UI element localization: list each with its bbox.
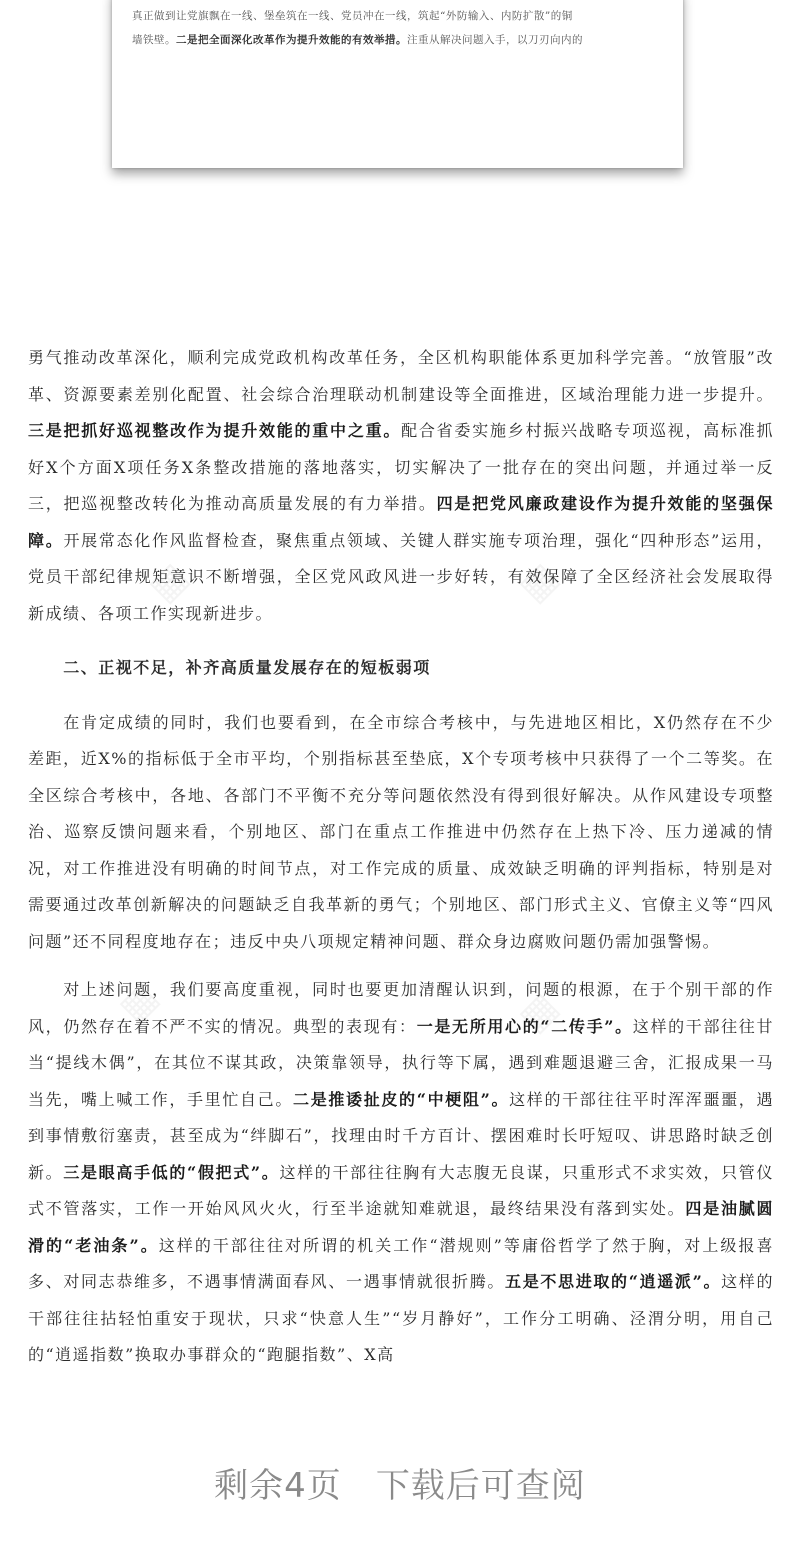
preview-text (132, 4, 663, 52)
text-run: 配合省委实施乡村振兴战略专项巡视，高标准抓好X个方面X项任务X条整改措施的落地落实，切实解决了一批存在的突出问题，并通过举一反三，把巡视整改转化为推动高质量发展的有力举措。 (28, 421, 774, 513)
bold-run: 五是不思进取的“逍遥派”。 (505, 1272, 722, 1291)
text-run: 这样的干部往往平时浑浑噩噩，遇到事情敷衍塞责，甚至成为“绊脚石”，找理由时千方百计、摆困难时长吁短叹、讲思路时缺乏创新。 (28, 1089, 774, 1182)
text-run: 这样的干部往往拈轻怕重安于现状，只求“快意人生”“岁月静好”，工作分工明确、泾渭分明，用自己的“逍遥指数”换取办事群众的“跑腿指数”、X高 (28, 1272, 774, 1364)
text-run: 这样的干部往往对所谓的机关工作“潜规则”等庸俗哲学了然于胸，对上级报喜多、对同志恭维多，不遇事情满面春风、一遇事情就很折腾。 (28, 1235, 774, 1291)
bold-run: 一是无所用心的“二传手”。 (416, 1016, 633, 1036)
bold-run: 二是推诿扯皮的“中梗阻”。 (293, 1089, 510, 1109)
page-preview-card (112, 0, 683, 168)
paragraph-shortcomings: 在肯定成绩的同时，我们也要看到，在全市综合考核中，与先进地区相比，X仍然存在不少差距，近X%的指标低于全市平均，个别指标甚至垫底，X个专项考核中只获得了一个二等奖。在全区综合考核中，各地、各部门不平衡不充分等问题依然没有得到很好解决。从作风建设专项整治、巡察反馈问题来看，个别地区、部门在重点工作推进中仍然存在上热下冷、压力递减的情况，对工作推进没有明确的时间节点，对工作完成的质量、成效缺乏明确的评判指标，特别是对需要通过改革创新解决的问题缺乏自我革新的勇气；个别地区、部门形式主义、官僚主义等“四风问题”还不同程度地存在；违反中央八项规定精神问题、群众身边腐败问题仍需加强警惕。 (28, 712, 774, 951)
bold-run: 四是油腻圆滑的“老油条”。 (28, 1199, 774, 1255)
text-run: 这样的干部往往甘当“提线木偶”，在其位不谋其政，决策靠领导，执行等下属，遇到难题退避三舍，汇报成果一马当先，嘴上喊工作，手里忙自己。 (28, 1016, 774, 1109)
bold-run: 三是眼高手低的“假把式”。 (63, 1162, 280, 1182)
document-body (28, 340, 774, 1374)
bold-run: 四是把党风廉政建设作为提升效能的坚强保障。 (28, 494, 774, 550)
section-heading: 二、正视不足，补齐高质量发展存在的短板弱项 (63, 658, 431, 677)
remaining-pages-label: 剩余4页 (214, 1466, 342, 1506)
paragraph-work-style (28, 972, 774, 1374)
paragraph-reform (28, 340, 774, 632)
text-run: 对上述问题，我们要高度重视，同时也要更加清醒认识到，问题的根源，在于个别干部的作风，仍然存在着不严不实的情况。典型的表现有： (28, 980, 774, 1036)
text-run: 这样的干部往往胸有大志腹无良谋，只重形式不求实效，只管仪式不管落实，工作一开始风风火火，行至半途就知难就退，最终结果没有落到实处。 (28, 1162, 774, 1218)
preview-line-2-start: 墙铁壁。 (132, 34, 176, 46)
bold-run: 三是把抓好巡视整改作为提升效能的重中之重。 (28, 421, 402, 440)
download-prompt[interactable] (0, 1458, 800, 1507)
text-run: 勇气推动改革深化，顺利完成党政机构改革任务，全区机构职能体系更加科学完善。“放管服”改革、资源要素差别化配置、社会综合治理联动机制建设等全面推进，区域治理能力进一步提升。 (28, 348, 774, 404)
preview-line-1: 真正做到让党旗飘在一线、堡垒筑在一线、党员冲在一线，筑起“外防输入、内防扩散”的铜 (132, 10, 573, 22)
text-run: 开展常态化作风监督检查，聚焦重点领域、关键人群实施专项治理，强化“四种形态”运用，党员干部纪律规矩意识不断增强，全区党风政风进一步好转，有效保障了全区经济社会发展取得新成绩、各项工作实现新进步。 (28, 530, 774, 623)
download-hint-label[interactable]: 下载后可查阅 (375, 1466, 586, 1506)
preview-line-2-bold: 二是把全面深化改革作为提升效能的有效举措。 (176, 34, 407, 46)
preview-line-2-end: 注重从解决问题入手，以刀刃向内的 (407, 34, 583, 46)
